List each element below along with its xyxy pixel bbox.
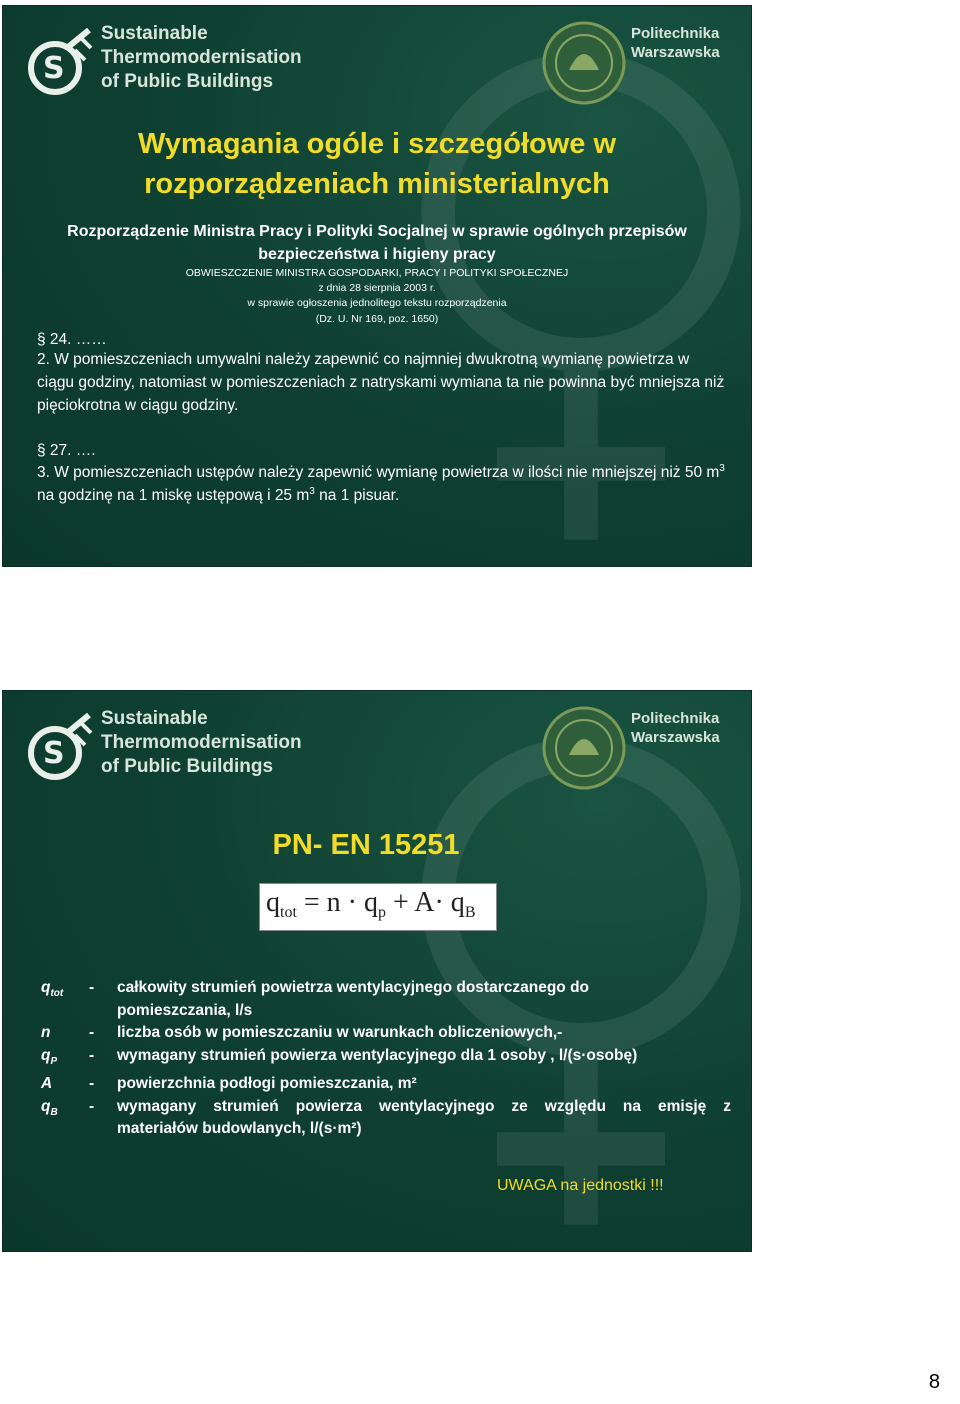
- definition-symbol: q: [41, 1046, 51, 1064]
- definition-desc: wymagany strumień powierza wentylacyjnego dla 1 osoby , l/(s·osobę): [117, 1046, 638, 1064]
- brand-text: [101, 22, 302, 94]
- definition-symbol: q: [41, 1097, 51, 1115]
- paragraph-toilets: [37, 461, 727, 507]
- brand-line-1: Sustainable: [101, 708, 208, 729]
- paragraph-washrooms: 2. W pomieszczeniach umywalni należy zapewnić co najmniej dwukrotną wymianę powietrza w ciągu godziny, natomiast w pomieszczeniach z natryskami wymiana ta nie powinna być mniejsza niż pięciokrotna w ciągu godziny.: [37, 351, 725, 414]
- definition-dash: -: [89, 1024, 95, 1041]
- definition-subscript: B: [50, 1106, 58, 1118]
- announcement-line-4: (Dz. U. Nr 169, poz. 1650): [315, 313, 439, 325]
- para2-text-b: na godzinę na 1 miskę ustępową i 25 m: [37, 487, 310, 504]
- ventilation-formula: [266, 887, 475, 919]
- slide-regulations: [2, 5, 752, 567]
- definition-row-a: [41, 1073, 731, 1096]
- formula-b-sub: B: [464, 904, 476, 921]
- formula-eq: = n · q: [296, 887, 379, 918]
- para2-sup-1: 3: [719, 462, 725, 474]
- regulation-line-2: bezpieczeństwa i higieny pracy: [258, 246, 496, 263]
- definition-row-n: [41, 1022, 731, 1045]
- brand-line-3: of Public Buildings: [101, 756, 274, 777]
- brand-text: [101, 707, 302, 779]
- announcement-line-3: w sprawie ogłoszenia jednolitego tekstu rozporządzenia: [247, 297, 507, 309]
- definition-desc-cont: pomieszczania, l/s: [117, 1001, 253, 1019]
- sustainable-logo-icon: [27, 28, 95, 100]
- svg-text:S: S: [43, 51, 65, 86]
- definition-desc: całkowity strumień powietrza wentylacyjnego dostarczanego do: [117, 979, 590, 996]
- regulation-line-1: Rozporządzenie Ministra Pracy i Polityki Socjalnej w sprawie ogólnych przepisów: [67, 223, 687, 240]
- section-27: § 27. ….: [37, 442, 96, 459]
- definition-dash: -: [89, 979, 95, 996]
- definition-desc-cont: materiałów budowlanych, l/(s·m²): [117, 1120, 362, 1138]
- definition-symbol: A: [41, 1075, 53, 1093]
- definition-row-qp: [41, 1045, 731, 1074]
- para2-text-c: na 1 pisuar.: [314, 487, 400, 504]
- title-line-2: rozporządzeniach ministerialnych: [144, 168, 610, 200]
- announcement-line-2: z dnia 28 sierpnia 2003 r.: [318, 282, 436, 294]
- definition-dash: -: [89, 1046, 95, 1064]
- definition-symbol: n: [41, 1024, 51, 1041]
- university-crest-icon: [539, 18, 629, 108]
- formula-p-sub: p: [378, 904, 387, 921]
- university-line-1: Politechnika: [631, 25, 720, 42]
- definition-dash: -: [89, 1075, 95, 1093]
- university-line-2: Warszawska: [631, 44, 720, 61]
- brand-line-1: Sustainable: [101, 23, 208, 44]
- definition-desc: liczba osób w pomieszczaniu w warunkach obliczeniowych,-: [117, 1024, 563, 1041]
- definition-row-qtot: [41, 977, 731, 1022]
- regulation-heading: [43, 220, 711, 266]
- university-name: [631, 24, 720, 62]
- university-line-1: Politechnika: [631, 710, 720, 727]
- sustainable-logo-icon: [27, 713, 95, 785]
- definition-desc: wymagany strumień powierza wentylacyjnego ze względu na emisję z: [117, 1097, 731, 1115]
- para2-sup-2: 3: [309, 485, 315, 497]
- definition-dash: -: [89, 1097, 95, 1115]
- definitions-list: [41, 977, 731, 1141]
- university-name: [631, 709, 720, 747]
- units-warning-note: UWAGA na jednostki !!!: [497, 1177, 664, 1194]
- standard-title: PN- EN 15251: [272, 829, 460, 861]
- brand-line-2: Thermomodernisation: [101, 47, 302, 68]
- title-line-1: Wymagania ogóle i szczegółowe w: [137, 128, 617, 160]
- announcement-line-1: OBWIESZCZENIE MINISTRA GOSPODARKI, PRACY I POLITYKI SPOŁECZNEJ: [185, 267, 569, 279]
- slide-standard: [2, 690, 752, 1252]
- section-24: § 24. ……: [37, 331, 107, 348]
- slide-title: [3, 124, 751, 204]
- formula-lhs-sub: tot: [280, 904, 297, 921]
- definition-symbol: q: [41, 979, 51, 996]
- formula-plus: + A· q: [386, 887, 465, 918]
- brand-line-3: of Public Buildings: [101, 71, 274, 92]
- formula-box: [259, 883, 497, 931]
- university-crest-icon: [539, 703, 629, 793]
- formula-lhs: q: [266, 887, 280, 918]
- page-number: 8: [928, 1371, 940, 1393]
- definition-desc: powierzchnia podłogi pomieszczania, m²: [117, 1075, 417, 1093]
- definition-row-qb: [41, 1096, 731, 1141]
- brand-line-2: Thermomodernisation: [101, 732, 302, 753]
- definition-subscript: tot: [50, 988, 64, 1000]
- svg-text:S: S: [43, 736, 65, 771]
- university-line-2: Warszawska: [631, 729, 720, 746]
- para2-text-a: 3. W pomieszczeniach ustępów należy zapewnić wymianę powietrza w ilości nie mniejszej niż 50 m: [37, 464, 720, 481]
- definition-subscript: P: [50, 1055, 58, 1067]
